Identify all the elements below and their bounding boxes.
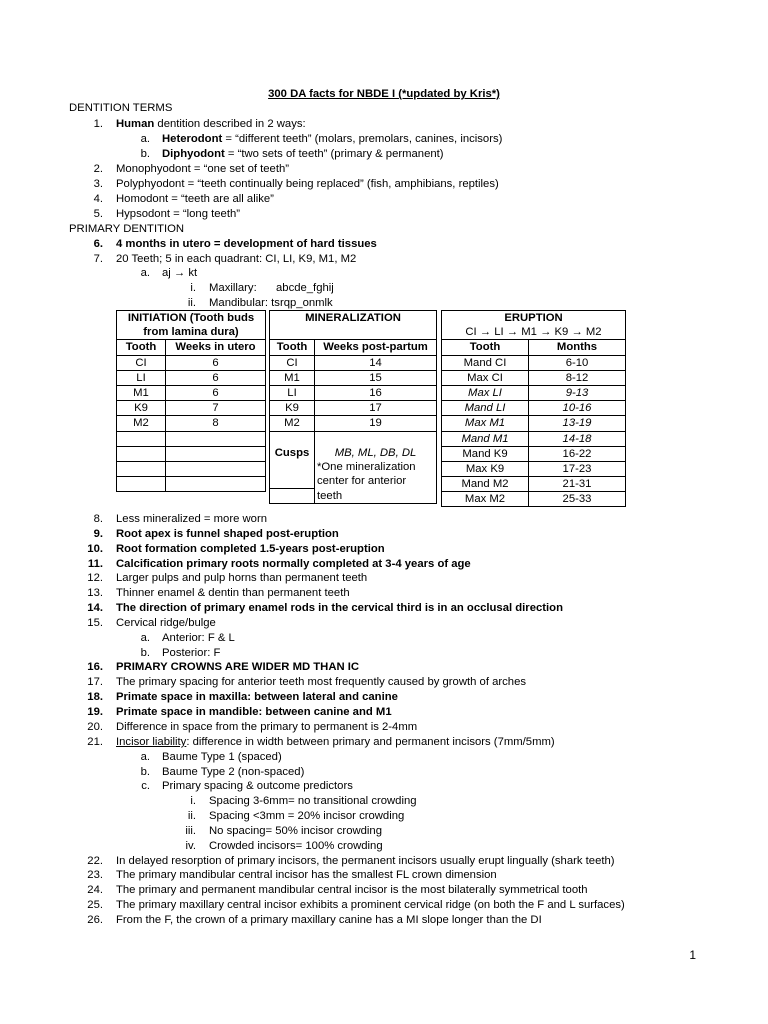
list-item: Polyphyodont = “teeth continually being replaced” (fish, amphibians, reptiles)	[116, 178, 499, 190]
table-row: K9 7	[117, 401, 266, 416]
table-row: Max CI 8-12	[442, 370, 626, 385]
list-number: 8.	[93, 513, 103, 525]
eruption-order: CI → LI → M1 → K9 → M2	[442, 325, 626, 340]
table-row: LI 16	[270, 385, 437, 400]
list-item: aj → kt	[162, 267, 198, 279]
list-item: The primary spacing for anterior teeth most frequently caused by growth of arches	[116, 676, 527, 688]
section-primary-dentition: PRIMARY DENTITION	[69, 223, 185, 235]
list-item: Heterodont = “different teeth” (molars, premolars, canines, incisors)	[162, 133, 503, 145]
eruption-table	[441, 310, 626, 507]
maxillary-label: Maxillary:	[209, 282, 257, 294]
list-letter: b.	[140, 647, 150, 659]
table-row: M2 8	[117, 416, 266, 431]
list-item: Mandibular: tsrqp_onmlk	[209, 297, 333, 309]
list-letter: b.	[140, 766, 150, 778]
table-row: Mand M2 21-31	[442, 477, 626, 492]
list-roman: iii.	[185, 825, 196, 837]
maxillary-value: abcde_fghij	[276, 282, 334, 294]
list-roman: ii.	[187, 297, 196, 309]
col-tooth: Tooth	[270, 340, 315, 355]
list-number: 12.	[87, 572, 103, 584]
list-item: Spacing <3mm = 20% incisor crowding	[209, 810, 405, 822]
list-number: 10.	[87, 543, 103, 555]
list-item: The primary and permanent mandibular central incisor is the most bilaterally symmetrical tooth	[116, 884, 588, 896]
list-number: 19.	[87, 706, 103, 718]
list-item: Primate space in mandible: between canine and M1	[116, 706, 392, 718]
list-item: Posterior: F	[162, 647, 221, 659]
list-item: No spacing= 50% incisor crowding	[209, 825, 382, 837]
list-number: 7.	[93, 253, 103, 265]
list-item: Human dentition described in 2 ways:	[116, 118, 306, 130]
list-item: Root formation completed 1.5-years post-eruption	[116, 543, 385, 555]
list-number: 17.	[87, 676, 103, 688]
list-number: 20.	[87, 721, 103, 733]
col-tooth: Tooth	[117, 340, 166, 355]
table-row: K9 17	[270, 401, 437, 416]
table-row: M2 19	[270, 416, 437, 431]
table-row: CI 6	[117, 355, 266, 370]
list-number: 9.	[93, 528, 103, 540]
list-item: Thinner enamel & dentin than permanent teeth	[116, 587, 350, 599]
list-item: Primate space in maxilla: between lateral and canine	[116, 691, 398, 703]
list-item: Less mineralized = more worn	[116, 513, 268, 525]
list-item: Baume Type 2 (non-spaced)	[162, 766, 305, 778]
list-item: Spacing 3-6mm= no transitional crowding	[209, 795, 417, 807]
list-number: 4.	[93, 193, 103, 205]
list-item: 4 months in utero = development of hard tissues	[116, 238, 377, 250]
list-number: 22.	[87, 855, 103, 867]
list-number: 26.	[87, 914, 103, 926]
list-roman: ii.	[187, 810, 196, 822]
list-number: 24.	[87, 884, 103, 896]
list-item: Hypsodont = “long teeth”	[116, 208, 241, 220]
initiation-header-2: from lamina dura)	[117, 325, 266, 340]
list-number: 15.	[87, 617, 103, 629]
table-row: M1 15	[270, 370, 437, 385]
list-number: 18.	[87, 691, 103, 703]
list-number: 14.	[87, 602, 103, 614]
list-number: 21.	[87, 736, 103, 748]
list-number: 25.	[87, 899, 103, 911]
list-roman: iv.	[185, 840, 196, 852]
cusps-note: *One mineralization	[315, 460, 437, 474]
list-item: Larger pulps and pulp horns than permanent teeth	[116, 572, 368, 584]
list-item: Cervical ridge/bulge	[116, 617, 216, 629]
list-number: 1.	[93, 118, 103, 130]
list-letter: a.	[140, 267, 150, 279]
table-row: CI 14	[270, 355, 437, 370]
list-item: Baume Type 1 (spaced)	[162, 751, 282, 763]
list-number: 13.	[87, 587, 103, 599]
list-item: The direction of primary enamel rods in the cervical third is in an occlusal direction	[116, 602, 563, 614]
list-roman: i.	[190, 795, 196, 807]
list-number: 3.	[93, 178, 103, 190]
col-weeks-utero: Weeks in utero	[166, 340, 266, 355]
table-row: Mand LI 10-16	[442, 401, 626, 416]
mineralization-header: MINERALIZATION	[270, 311, 437, 326]
page-number: 1	[689, 948, 696, 962]
list-item: The primary mandibular central incisor has the smallest FL crown dimension	[116, 869, 497, 881]
list-item: Calcification primary roots normally completed at 3-4 years of age	[116, 558, 471, 570]
list-item: From the F, the crown of a primary maxillary canine has a MI slope longer than the DI	[116, 914, 542, 926]
page-title: 300 DA facts for NBDE I (*updated by Kris*)	[268, 88, 500, 100]
col-tooth: Tooth	[442, 340, 529, 355]
cusps-note: teeth	[315, 488, 437, 503]
col-months: Months	[529, 340, 626, 355]
list-item: Monophyodont = “one set of teeth”	[116, 163, 290, 175]
initiation-header: INITIATION (Tooth buds	[117, 311, 266, 326]
table-row: LI 6	[117, 370, 266, 385]
initiation-table	[116, 310, 266, 492]
list-number: 16.	[87, 661, 103, 673]
cusps-value: MB, ML, DB, DL	[315, 446, 437, 460]
list-number: 6.	[93, 238, 103, 250]
list-letter: b.	[140, 148, 150, 160]
list-item: 20 Teeth; 5 in each quadrant: CI, LI, K9, M1, M2	[116, 253, 357, 265]
section-dentition-terms: DENTITION TERMS	[69, 102, 173, 114]
list-item: Root apex is funnel shaped post-eruption	[116, 528, 339, 540]
mineralization-table	[269, 310, 437, 504]
table-row: Mand K9 16-22	[442, 446, 626, 461]
cusps-label: Cusps	[270, 446, 315, 489]
col-weeks-post: Weeks post-partum	[315, 340, 437, 355]
list-item: Crowded incisors= 100% crowding	[209, 840, 383, 852]
list-number: 2.	[93, 163, 103, 175]
list-item: Incisor liability: difference in width between primary and permanent incisors (7mm/5mm)	[116, 736, 555, 748]
table-row: Max M1 13-19	[442, 416, 626, 431]
eruption-header: ERUPTION	[442, 311, 626, 326]
list-number: 23.	[87, 869, 103, 881]
list-item: Primary spacing & outcome predictors	[162, 780, 353, 792]
list-letter: a.	[140, 632, 150, 644]
list-item: Difference in space from the primary to permanent is 2-4mm	[116, 721, 418, 733]
list-item: Homodont = “teeth are all alike”	[116, 193, 274, 205]
table-row: Max M2 25-33	[442, 492, 626, 507]
list-item: Anterior: F & L	[162, 632, 235, 644]
list-item: In delayed resorption of primary incisors, the permanent incisors usually erupt lingually (shark teeth)	[116, 855, 615, 867]
table-row: Mand CI 6-10	[442, 355, 626, 370]
list-letter: a.	[140, 751, 150, 763]
table-row: Max K9 17-23	[442, 461, 626, 476]
table-row: M1 6	[117, 385, 266, 400]
table-row: Mand M1 14-18	[442, 431, 626, 446]
list-number: 11.	[87, 558, 103, 570]
list-letter: c.	[141, 780, 150, 792]
table-row: Max LI 9-13	[442, 385, 626, 400]
list-item: Diphyodont = “two sets of teeth” (primary & permanent)	[162, 148, 444, 160]
list-item: PRIMARY CROWNS ARE WIDER MD THAN IC	[116, 661, 360, 673]
list-roman: i.	[190, 282, 196, 294]
cusps-note: center for anterior	[315, 474, 437, 488]
list-item: The primary maxillary central incisor exhibits a prominent cervical ridge (on both the F and L surfaces)	[116, 899, 625, 911]
list-number: 5.	[93, 208, 103, 220]
list-letter: a.	[140, 133, 150, 145]
